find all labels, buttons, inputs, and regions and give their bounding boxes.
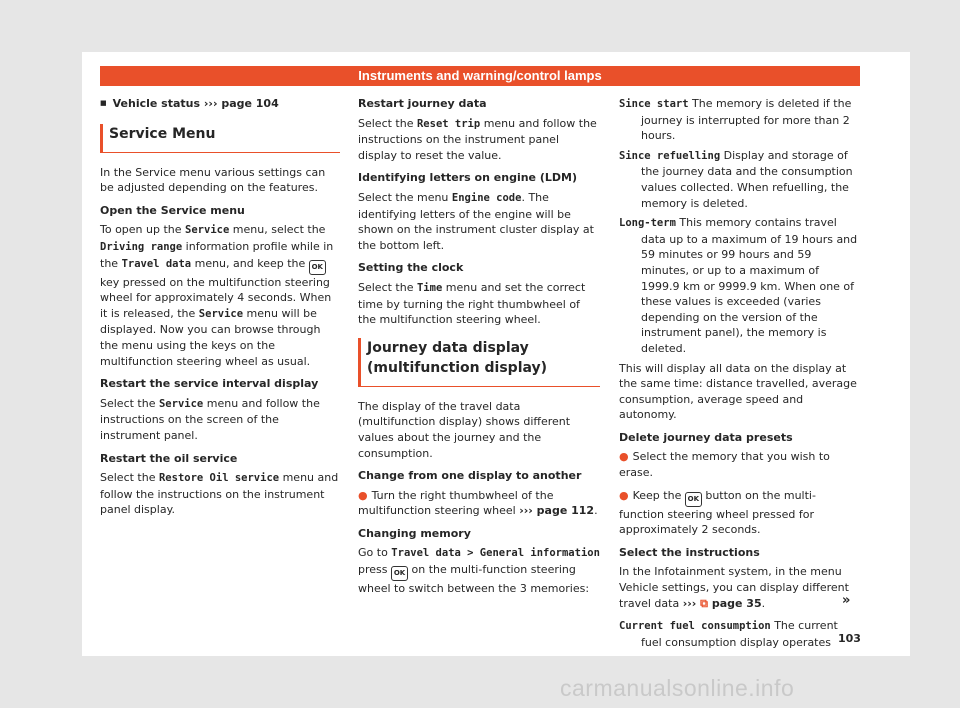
bullet-icon: ● [358, 488, 368, 502]
open-service-text: To open up the Service menu, select the Driving range information profile while in the Travel data menu, and keep the OK key pressed on the multifunction steering wheel for approximately 4 seconds. When it is released, the Service menu will be displayed. Now you can browse through the menu using the keys on the multifunction steering wheel as usual. [100, 223, 334, 368]
column-1 [100, 96, 340, 525]
restart-journey-text: Select the Reset trip menu and follow the instructions on the instrument panel display to reset the value. [358, 116, 597, 162]
vehicle-status-link[interactable]: ››› page 104 [203, 97, 279, 110]
change-display-text: ● Turn the right thumbwheel of the multifunction steering wheel ››› page 112. [358, 488, 598, 518]
page-number: 103 [838, 632, 861, 645]
changing-memory-title: Changing memory [358, 526, 471, 540]
clock-text: Select the Time menu and set the correct time by turning the right thumbwheel of the multifunction steering wheel. [358, 280, 586, 327]
current-fuel-definition: Current fuel consumption The current fuel consumption display operates [619, 619, 838, 649]
delete-presets-title: Delete journey data presets [619, 430, 793, 444]
ok-key-icon: OK [391, 566, 408, 581]
oil-service-text: Select the Restore Oil service menu and follow the instructions on the instrument panel display. [100, 471, 339, 517]
ok-key-icon: OK [685, 492, 702, 507]
select-instructions-text: In the Infotainment system, in the menu Vehicle settings, you can display different travel data ››› ⧉ page 35. [619, 565, 849, 610]
since-refuel-definition: Since refuelling Display and storage of the journey data and the consumption values collected. When refuelling, the memory is deleted. [619, 148, 853, 210]
service-intro: In the Service menu various settings can be adjusted depending on the features. [100, 165, 326, 195]
open-service-title: Open the Service menu [100, 203, 245, 217]
continue-mark: » [842, 593, 851, 608]
ldm-text: Select the menu Engine code. The identifying letters of the engine will be shown on the instrument cluster display at the bottom left. [358, 190, 594, 252]
page-112-link[interactable]: ››› page 112 [519, 504, 595, 518]
select-instructions-title: Select the instructions [619, 545, 760, 559]
display-intro: The display of the travel data (multifunction display) shows different values about the journey and the consumption. [358, 399, 571, 460]
restart-interval-text: Select the Service menu and follow the instructions on the screen of the instrument panel. [100, 396, 320, 442]
changing-memory-text: Go to Travel data > General information press OK on the multi-function steering wheel to switch between the 3 memories: [358, 546, 600, 596]
restart-interval-title: Restart the service interval display [100, 377, 319, 391]
page-header: Instruments and warning/control lamps [100, 66, 860, 86]
oil-service-title: Restart the oil service [100, 451, 238, 465]
bullet-icon: ● [619, 450, 629, 464]
service-menu-heading: Service Menu [100, 124, 340, 153]
book-icon: ⧉ [700, 596, 708, 610]
ok-key-icon: OK [309, 260, 326, 275]
clock-title: Setting the clock [358, 261, 464, 275]
journey-data-heading: Journey data display (multifunction display) [358, 338, 600, 387]
ldm-title: Identifying letters on engine (LDM) [358, 171, 577, 185]
vehicle-status-line: ■ Vehicle status ››› page 104 [100, 96, 340, 114]
restart-journey-title: Restart journey data [358, 97, 487, 110]
display-all-text: This will display all data on the display at the same time: distance travelled, average consumption, average speed and autonomy. [619, 361, 857, 422]
watermark: carmanualsonline.info [560, 675, 795, 701]
page-35-link[interactable]: ››› ⧉ page 35 [682, 596, 762, 610]
long-term-definition: Long-term This memory contains travel data up to a maximum of 19 hours and 59 minutes or 99 hours and 59 minutes, or up to a maximum of 1999.9 km or 9999.9 km. When one of these values is exceeded (varies depending on the version of the instrument panel), the memory is deleted. [619, 216, 858, 355]
delete-step-2: ● Keep the OK button on the multi-function steering wheel pressed for approximately 2 seconds. [619, 488, 816, 537]
delete-step-1: ● Select the memory that you wish to erase. [619, 450, 830, 480]
change-display-title: Change from one display to another [358, 469, 582, 483]
since-start-definition: Since start The memory is deleted if the journey is interrupted for more than 2 hours. [619, 97, 852, 143]
column-2 [358, 96, 600, 604]
column-3 [619, 96, 859, 654]
bullet-icon: ● [619, 488, 629, 502]
